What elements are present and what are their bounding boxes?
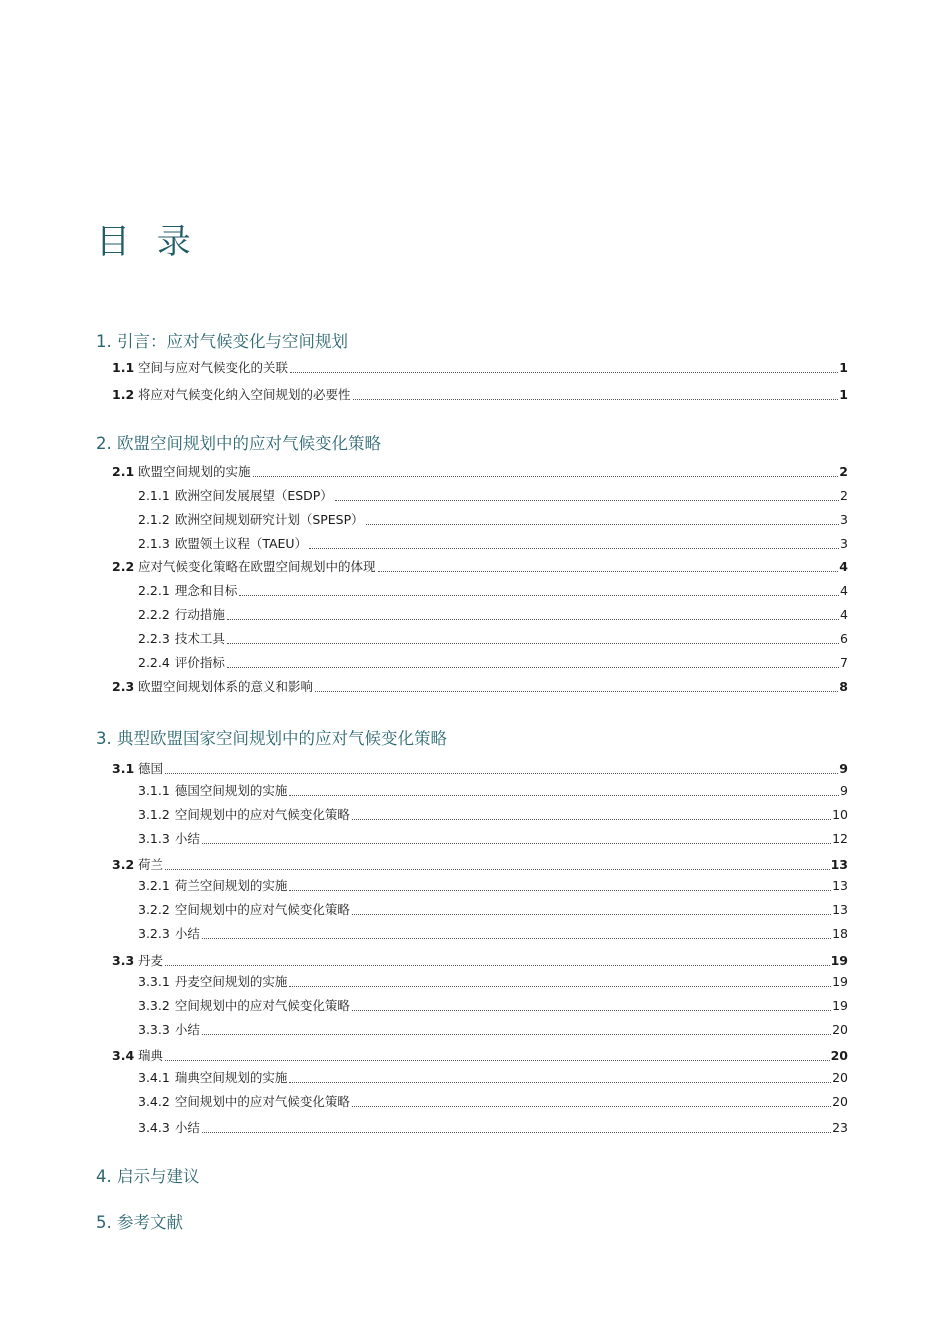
dot-leader xyxy=(227,642,839,644)
entry-label: 欧洲空间规划研究计划（SPESP） xyxy=(174,512,364,527)
entry-page: 20 xyxy=(832,1022,848,1037)
dot-leader xyxy=(202,1131,831,1133)
entry-page: 8 xyxy=(839,679,848,694)
dot-leader xyxy=(353,398,839,400)
dot-leader xyxy=(315,690,838,692)
dot-leader xyxy=(352,1009,831,1011)
entry-label: 欧盟空间规划体系的意义和影响 xyxy=(138,679,314,694)
dot-leader xyxy=(366,523,839,525)
entry-number: 3.2.2 xyxy=(138,902,170,917)
toc-entry[interactable] xyxy=(138,653,848,671)
entry-label: 空间规划中的应对气候变化策略 xyxy=(174,998,350,1013)
entry-number: 2.2.4 xyxy=(138,655,170,670)
entry-page: 23 xyxy=(832,1120,848,1135)
toc-entry[interactable] xyxy=(138,1118,848,1136)
dot-leader xyxy=(352,1105,831,1107)
entry-number: 1.2 xyxy=(112,387,135,402)
dot-leader xyxy=(289,889,831,891)
dot-leader xyxy=(227,666,839,668)
entry-label: 德国空间规划的实施 xyxy=(174,783,288,798)
entry-number: 3.3.3 xyxy=(138,1022,170,1037)
entry-page: 10 xyxy=(832,807,848,822)
dot-leader xyxy=(202,937,831,939)
entry-number: 2.2 xyxy=(112,559,135,574)
toc-entry[interactable] xyxy=(112,759,848,777)
toc-title: 目 录 xyxy=(96,222,199,262)
entry-number: 3.3.1 xyxy=(138,974,170,989)
entry-label: 瑞典 xyxy=(138,1048,164,1063)
toc-entry[interactable] xyxy=(138,900,848,918)
entry-page: 1 xyxy=(839,387,848,402)
entry-label: 应对气候变化策略在欧盟空间规划中的体现 xyxy=(138,559,376,574)
dot-leader xyxy=(253,475,839,477)
entry-label: 小结 xyxy=(174,1120,200,1135)
toc-entry[interactable] xyxy=(138,996,848,1014)
entry-number: 2.1.1 xyxy=(138,488,170,503)
toc-entry[interactable] xyxy=(138,924,848,942)
toc-section-heading[interactable]: 4. 启示与建议 xyxy=(96,1167,200,1186)
dot-leader xyxy=(239,594,839,596)
toc-entry[interactable] xyxy=(138,581,848,599)
entry-label: 小结 xyxy=(174,1022,200,1037)
toc-section-heading[interactable]: 3. 典型欧盟国家空间规划中的应对气候变化策略 xyxy=(96,729,447,748)
entry-page: 20 xyxy=(832,1070,848,1085)
entry-label: 评价指标 xyxy=(174,655,225,670)
entry-page: 19 xyxy=(830,953,848,968)
dot-leader xyxy=(335,499,839,501)
dot-leader xyxy=(227,618,839,620)
entry-label: 丹麦空间规划的实施 xyxy=(174,974,288,989)
entry-number: 2.3 xyxy=(112,679,135,694)
dot-leader xyxy=(165,868,830,870)
dot-leader xyxy=(165,964,830,966)
entry-page: 13 xyxy=(832,902,848,917)
toc-entry[interactable] xyxy=(138,486,848,504)
toc-entry[interactable] xyxy=(112,951,848,969)
entry-label: 欧洲空间发展展望（ESDP） xyxy=(174,488,333,503)
entry-page: 4 xyxy=(839,559,848,574)
entry-label: 瑞典空间规划的实施 xyxy=(174,1070,288,1085)
toc-entry[interactable] xyxy=(138,876,848,894)
entry-number: 3.1.2 xyxy=(138,807,170,822)
entry-number: 2.1 xyxy=(112,464,135,479)
entry-page: 3 xyxy=(840,536,848,551)
toc-entry[interactable] xyxy=(112,677,848,695)
entry-label: 德国 xyxy=(138,761,164,776)
entry-label: 欧盟领土议程（TAEU） xyxy=(174,536,308,551)
entry-page: 4 xyxy=(840,607,848,622)
toc-entry[interactable] xyxy=(138,829,848,847)
entry-page: 6 xyxy=(840,631,848,646)
entry-number: 1.1 xyxy=(112,360,135,375)
entry-label: 空间规划中的应对气候变化策略 xyxy=(174,1094,350,1109)
dot-leader xyxy=(352,818,831,820)
entry-page: 7 xyxy=(840,655,848,670)
entry-number: 3.2.3 xyxy=(138,926,170,941)
toc-entry[interactable] xyxy=(138,605,848,623)
entry-label: 理念和目标 xyxy=(174,583,238,598)
toc-entry[interactable] xyxy=(138,972,848,990)
entry-number: 3.1.3 xyxy=(138,831,170,846)
entry-number: 3.4.2 xyxy=(138,1094,170,1109)
toc-entry[interactable] xyxy=(138,629,848,647)
entry-page: 18 xyxy=(832,926,848,941)
toc-entry[interactable] xyxy=(138,1020,848,1038)
entry-label: 空间规划中的应对气候变化策略 xyxy=(174,807,350,822)
entry-page: 19 xyxy=(832,974,848,989)
entry-page: 12 xyxy=(832,831,848,846)
entry-number: 2.2.3 xyxy=(138,631,170,646)
entry-page: 1 xyxy=(839,360,848,375)
entry-page: 9 xyxy=(840,783,848,798)
dot-leader xyxy=(289,985,831,987)
entry-page: 9 xyxy=(839,761,848,776)
dot-leader xyxy=(165,1059,830,1061)
toc-entry[interactable] xyxy=(112,1046,848,1064)
toc-entry[interactable] xyxy=(112,855,848,873)
entry-number: 2.2.2 xyxy=(138,607,170,622)
entry-number: 3.1.1 xyxy=(138,783,170,798)
dot-leader xyxy=(202,1033,831,1035)
entry-page: 2 xyxy=(839,464,848,479)
entry-page: 20 xyxy=(830,1048,848,1063)
entry-page: 4 xyxy=(840,583,848,598)
dot-leader xyxy=(309,547,839,549)
entry-page: 13 xyxy=(832,878,848,893)
toc-entry[interactable] xyxy=(138,1068,848,1086)
entry-label: 空间与应对气候变化的关联 xyxy=(138,360,289,375)
entry-number: 2.2.1 xyxy=(138,583,170,598)
entry-number: 3.2 xyxy=(112,857,135,872)
entry-number: 3.4.1 xyxy=(138,1070,170,1085)
entry-page: 2 xyxy=(840,488,848,503)
toc-entry[interactable] xyxy=(138,534,848,552)
entry-label: 荷兰 xyxy=(138,857,164,872)
dot-leader xyxy=(290,371,838,373)
dot-leader xyxy=(165,772,838,774)
toc-entry[interactable] xyxy=(138,1092,848,1110)
entry-label: 行动措施 xyxy=(174,607,225,622)
entry-number: 2.1.2 xyxy=(138,512,170,527)
entry-label: 小结 xyxy=(174,831,200,846)
entry-page: 3 xyxy=(840,512,848,527)
entry-number: 3.4 xyxy=(112,1048,135,1063)
entry-number: 3.3 xyxy=(112,953,135,968)
entry-number: 2.1.3 xyxy=(138,536,170,551)
entry-label: 将应对气候变化纳入空间规划的必要性 xyxy=(138,387,351,402)
entry-page: 13 xyxy=(830,857,848,872)
toc-entry[interactable] xyxy=(138,781,848,799)
toc-section-heading[interactable]: 2. 欧盟空间规划中的应对气候变化策略 xyxy=(96,434,381,453)
toc-entry[interactable] xyxy=(112,557,848,575)
entry-label: 技术工具 xyxy=(174,631,225,646)
dot-leader xyxy=(378,570,839,572)
dot-leader xyxy=(289,794,839,796)
toc-entry[interactable] xyxy=(112,358,848,376)
entry-label: 丹麦 xyxy=(138,953,164,968)
toc-entry[interactable] xyxy=(138,510,848,528)
entry-number: 3.1 xyxy=(112,761,135,776)
entry-number: 3.3.2 xyxy=(138,998,170,1013)
entry-page: 20 xyxy=(832,1094,848,1109)
dot-leader xyxy=(289,1081,831,1083)
toc-entry[interactable] xyxy=(138,805,848,823)
entry-label: 小结 xyxy=(174,926,200,941)
entry-page: 19 xyxy=(832,998,848,1013)
dot-leader xyxy=(352,913,831,915)
toc-section-heading[interactable]: 5. 参考文献 xyxy=(96,1213,183,1232)
toc-entry[interactable] xyxy=(112,385,848,403)
toc-section-heading[interactable]: 1. 引言：应对气候变化与空间规划 xyxy=(96,332,348,351)
entry-label: 欧盟空间规划的实施 xyxy=(138,464,251,479)
entry-number: 3.4.3 xyxy=(138,1120,170,1135)
entry-label: 荷兰空间规划的实施 xyxy=(174,878,288,893)
entry-number: 3.2.1 xyxy=(138,878,170,893)
entry-label: 空间规划中的应对气候变化策略 xyxy=(174,902,350,917)
dot-leader xyxy=(202,842,831,844)
toc-entry[interactable] xyxy=(112,462,848,480)
